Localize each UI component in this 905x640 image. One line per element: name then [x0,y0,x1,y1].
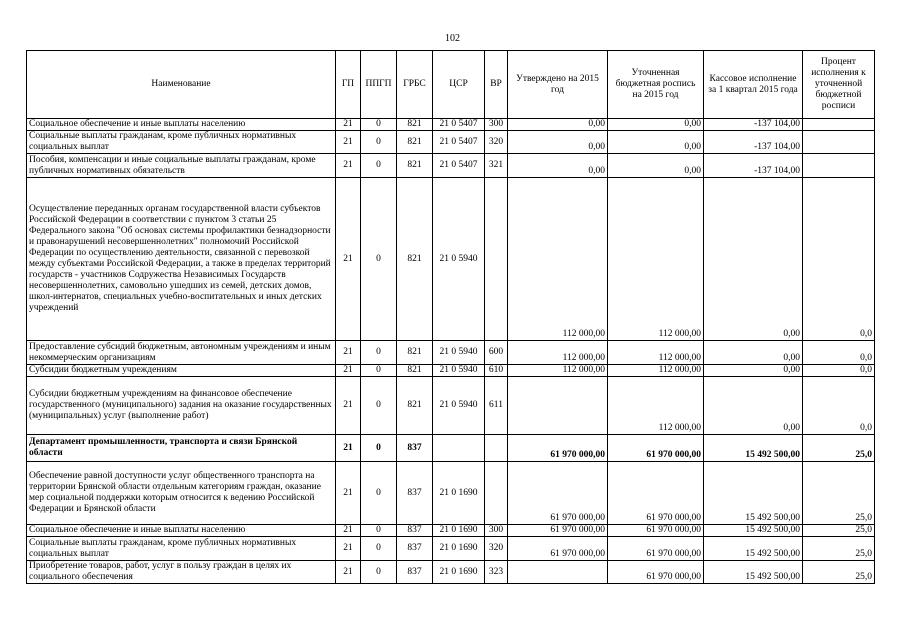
cell-name: Обеспечение равной доступности услуг общественного транспорта на территории Брянской области отдельным категориям граждан, оказание мер социальной поддержки которым относится к ведению Российской Федерации и Брянской области [27,462,336,525]
cell-gp: 21 [336,462,361,525]
cell-refined: 61 970 000,00 [608,435,704,462]
cell-refined: 112 000,00 [608,377,704,435]
cell-vr: 600 [485,341,508,365]
cell-name: Осуществление переданных органам государственной власти субъектов Российской Федерации в соответствии с пунктом 3 статьи 25 Федерального закона "Об основах системы профилактики безнадзорности и правонарушений несовершеннолетних" полномочий Российской Федерации по осуществлению деятельности, связанной с перевозкой между субъектами Российской Федерации, а также в пределах территорий государств - участников Содружества Независимых Государств несовершеннолетних, самовольно ушедших из семей, детских домов, школ-интернатов, специальных учебно-воспитательных и иных детских учреждений [27,178,336,341]
cell-cash: 15 492 500,00 [704,561,803,584]
cell-percent: 0,0 [803,341,875,365]
cell-vr [485,435,508,462]
budget-table [26,50,875,584]
header-grbs: ГРБС [397,51,433,119]
cell-name: Субсидии бюджетным учреждениям [27,365,336,377]
cell-approved: 0,00 [508,131,608,154]
cell-cash: 15 492 500,00 [704,525,803,537]
cell-grbs: 837 [397,525,433,537]
cell-percent: 0,0 [803,377,875,435]
table-row [27,341,875,365]
cell-gp: 21 [336,119,361,131]
table-row [27,377,875,435]
cell-approved: 61 970 000,00 [508,435,608,462]
cell-csr: 21 0 1690 [433,537,485,561]
cell-csr: 21 0 1690 [433,525,485,537]
cell-refined: 61 970 000,00 [608,561,704,584]
cell-csr: 21 0 5940 [433,377,485,435]
cell-refined: 61 970 000,00 [608,462,704,525]
cell-gp: 21 [336,377,361,435]
header-gp: ГП [336,51,361,119]
cell-grbs: 837 [397,561,433,584]
cell-cash: 0,00 [704,365,803,377]
cell-name: Департамент промышленности, транспорта и связи Брянской области [27,435,336,462]
header-refined: Уточненная бюджетная роспись на 2015 год [608,51,704,119]
cell-refined: 112 000,00 [608,365,704,377]
cell-gp: 21 [336,131,361,154]
cell-cash: -137 104,00 [704,131,803,154]
cell-ppgp: 0 [361,462,397,525]
cell-percent [803,131,875,154]
cell-cash: -137 104,00 [704,154,803,178]
cell-refined: 112 000,00 [608,178,704,341]
header-name: Наименование [27,51,336,119]
cell-grbs: 837 [397,462,433,525]
cell-percent: 25,0 [803,525,875,537]
cell-name: Приобретение товаров, работ, услуг в пользу граждан в целях их социального обеспечения [27,561,336,584]
cell-name: Предоставление субсидий бюджетным, автономным учреждениям и иным некоммерческим организациям [27,341,336,365]
page-number: 102 [445,33,460,44]
cell-csr: 21 0 5407 [433,119,485,131]
cell-name: Субсидии бюджетным учреждениям на финансовое обеспечение государственного (муниципального) задания на оказание государственных (муниципальных) услуг (выполнение работ) [27,377,336,435]
cell-ppgp: 0 [361,525,397,537]
cell-vr: 611 [485,377,508,435]
header-row [27,51,875,119]
cell-grbs: 821 [397,341,433,365]
cell-ppgp: 0 [361,537,397,561]
cell-ppgp: 0 [361,178,397,341]
cell-approved [508,377,608,435]
cell-ppgp: 0 [361,341,397,365]
cell-grbs: 837 [397,435,433,462]
cell-grbs: 821 [397,119,433,131]
cell-gp: 21 [336,154,361,178]
cell-percent [803,154,875,178]
cell-cash: 0,00 [704,341,803,365]
cell-approved: 112 000,00 [508,341,608,365]
cell-vr: 610 [485,365,508,377]
cell-percent: 0,0 [803,178,875,341]
header-approved: Утверждено на 2015 год [508,51,608,119]
table-row [27,131,875,154]
cell-gp: 21 [336,525,361,537]
cell-ppgp: 0 [361,365,397,377]
cell-ppgp: 0 [361,119,397,131]
table-row [27,154,875,178]
cell-percent: 25,0 [803,561,875,584]
cell-cash: 0,00 [704,377,803,435]
cell-vr [485,178,508,341]
cell-gp: 21 [336,365,361,377]
cell-grbs: 821 [397,178,433,341]
cell-cash: 0,00 [704,178,803,341]
table-row [27,525,875,537]
cell-grbs: 821 [397,365,433,377]
cell-ppgp: 0 [361,435,397,462]
cell-refined: 112 000,00 [608,341,704,365]
header-percent: Процент исполнения к уточненной бюджетной росписи [803,51,875,119]
cell-refined: 61 970 000,00 [608,525,704,537]
cell-gp: 21 [336,341,361,365]
cell-grbs: 821 [397,131,433,154]
header-cash: Кассовое исполнение за 1 квартал 2015 года [704,51,803,119]
cell-cash: 15 492 500,00 [704,537,803,561]
table-row [27,561,875,584]
cell-csr: 21 0 1690 [433,462,485,525]
cell-vr: 300 [485,119,508,131]
cell-percent [803,119,875,131]
cell-cash: 15 492 500,00 [704,462,803,525]
header-vr: ВР [485,51,508,119]
cell-percent: 0,0 [803,365,875,377]
cell-csr: 21 0 5940 [433,341,485,365]
cell-approved: 0,00 [508,119,608,131]
cell-gp: 21 [336,537,361,561]
cell-refined: 61 970 000,00 [608,537,704,561]
cell-ppgp: 0 [361,131,397,154]
cell-name: Социальное обеспечение и иные выплаты населению [27,525,336,537]
cell-vr: 320 [485,131,508,154]
cell-name: Социальные выплаты гражданам, кроме публичных нормативных социальных выплат [27,131,336,154]
cell-vr: 320 [485,537,508,561]
cell-ppgp: 0 [361,377,397,435]
cell-gp: 21 [336,178,361,341]
cell-csr: 21 0 5940 [433,178,485,341]
cell-vr: 300 [485,525,508,537]
table-row [27,462,875,525]
cell-name: Социальное обеспечение и иные выплаты населению [27,119,336,131]
cell-approved: 112 000,00 [508,365,608,377]
cell-cash: 15 492 500,00 [704,435,803,462]
header-ppgp: ППГП [361,51,397,119]
cell-vr: 321 [485,154,508,178]
cell-approved: 61 970 000,00 [508,525,608,537]
table-row [27,537,875,561]
cell-ppgp: 0 [361,561,397,584]
cell-csr: 21 0 1690 [433,561,485,584]
cell-csr: 21 0 5407 [433,154,485,178]
cell-approved: 61 970 000,00 [508,462,608,525]
cell-percent: 25,0 [803,462,875,525]
table-row [27,365,875,377]
cell-vr: 323 [485,561,508,584]
cell-vr [485,462,508,525]
cell-name: Пособия, компенсации и иные социальные выплаты гражданам, кроме публичных нормативных обязательств [27,154,336,178]
cell-csr: 21 0 5407 [433,131,485,154]
cell-cash: -137 104,00 [704,119,803,131]
cell-approved [508,561,608,584]
cell-percent: 25,0 [803,537,875,561]
cell-gp: 21 [336,435,361,462]
cell-refined: 0,00 [608,131,704,154]
cell-grbs: 821 [397,377,433,435]
cell-gp: 21 [336,561,361,584]
cell-refined: 0,00 [608,119,704,131]
cell-approved: 61 970 000,00 [508,537,608,561]
table-row [27,119,875,131]
cell-refined: 0,00 [608,154,704,178]
cell-name: Социальные выплаты гражданам, кроме публичных нормативных социальных выплат [27,537,336,561]
header-csr: ЦСР [433,51,485,119]
cell-approved: 112 000,00 [508,178,608,341]
cell-grbs: 837 [397,537,433,561]
table-row [27,178,875,341]
cell-csr: 21 0 5940 [433,365,485,377]
cell-ppgp: 0 [361,154,397,178]
cell-csr [433,435,485,462]
cell-percent: 25,0 [803,435,875,462]
table-row [27,435,875,462]
cell-approved: 0,00 [508,154,608,178]
cell-grbs: 821 [397,154,433,178]
